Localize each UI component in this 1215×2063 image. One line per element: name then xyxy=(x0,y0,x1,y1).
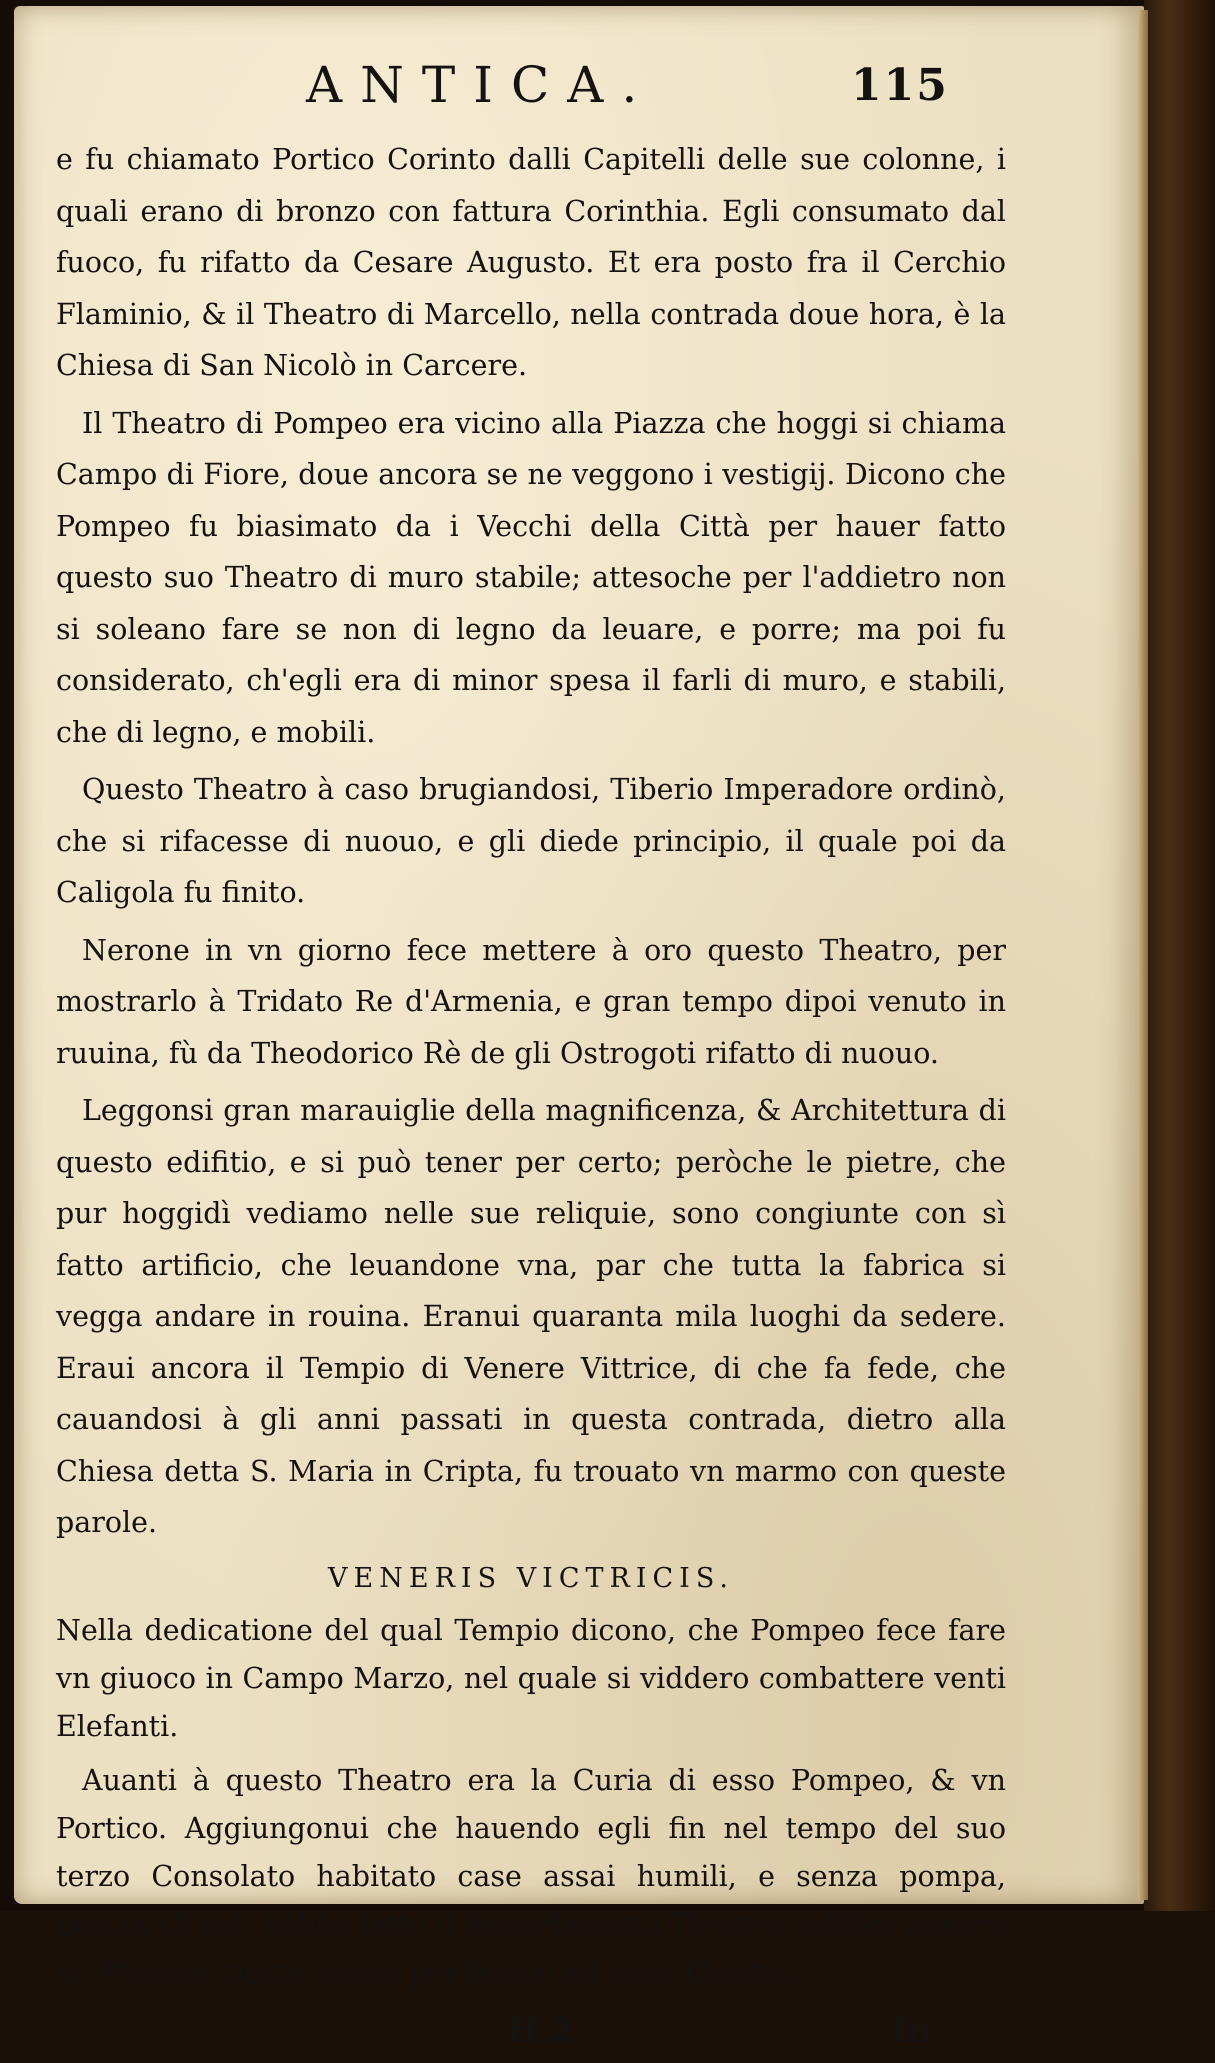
book-page xyxy=(14,6,1144,2051)
page-text-block xyxy=(56,56,1006,2063)
catchword: In xyxy=(891,2010,932,2051)
paragraph-nerone: Nerone in vn giorno fece mettere à oro questo Theatro, per mostrarlo à Tridato Re d'Armenia, e gran tempo dipoi venuto in ruuina, fù da Theodorico Rè de gli Ostrogoti rifatto di nuouo. xyxy=(56,933,1006,1070)
paragraph-tiberio: Questo Theatro à caso brugiandosi, Tiberio Imperadore ordinò, che si rifacesse di nuouo, e gli diede principio, il quale poi da Caligola fu finito. xyxy=(56,773,1006,909)
inscription: VENERIS VICTRICIS. xyxy=(328,1562,734,1594)
page-edge xyxy=(1138,10,1148,1900)
page-header xyxy=(56,56,1006,118)
book-spine xyxy=(1144,0,1215,1911)
page-number: 115 xyxy=(851,60,949,111)
paragraph-theatro-pompeo: Il Theatro di Pompeo era vicino alla Piazza che hoggi si chiama Campo di Fiore, doue ancora se ne veggono i vestigij. Dicono che Pompeo fu biasimato da i Vecchi della Città per hauer fatto questo suo Theatro di muro stabile; attesoche per l'addietro non si soleano fare se non di legno da leuare, e porre; ma poi fu considerato, ch'egli era di minor spesa il farli di muro, e stabili, che di legno, e mobili. xyxy=(56,406,1006,749)
paragraph-marauiglie: Leggonsi gran marauiglie della magnificenza, & Architettura di questo edifitio, e si può tener per certo; peròche le pietre, che pur hoggidì vediamo nelle sue reliquie, sono congiunte con sì fatto artificio, che leuandone vna, par che tutta la fabrica si vegga andare in rouina. Eranui quaranta mila luoghi da sedere. Eraui ancora il Tempio di Venere Vittrice, di che fa fede, che cauandosi à gli anni passati in questa contrada, dietro alla Chiesa detta S. Maria in Cripta, fu trouato vn marmo con queste parole. xyxy=(56,1094,1006,1539)
page-footer xyxy=(56,2003,1006,2063)
running-title: ANTICA. xyxy=(306,56,656,114)
paragraph-portico: e fu chiamato Portico Corinto dalli Capitelli delle sue colonne, i quali erano di bronzo con fattura Corinthia. Egli consumato dal fuoco, fu rifatto da Cesare Augusto. Et era posto fra il Cerchio Flaminio, & il Theatro di Marcello, nella contrada doue hora, è la Chiesa di San Nicolò in Carcere. xyxy=(56,143,1006,382)
paragraph-dedicatione: Nella dedicatione del qual Tempio dicono, che Pompeo fece fare vn giuoco in Campo Marzo, nel quale si viddero combattere venti Elefanti. xyxy=(56,1613,1006,1743)
signature-mark: H 2 xyxy=(506,2010,574,2051)
paragraph-curia: Auanti à questo Theatro era la Curia di esso Pompeo, & vn Portico. Aggiungonui che hauendo egli fin nel tempo del suo terzo Consolato habitato case assai humili, e senza pompa, poscia ch'egli hebbe fatto il Superbissimo Theatro, edificò ancora vn Palazzo, posto, quasi per fianco ad esso Theatro. xyxy=(56,1763,1006,1989)
